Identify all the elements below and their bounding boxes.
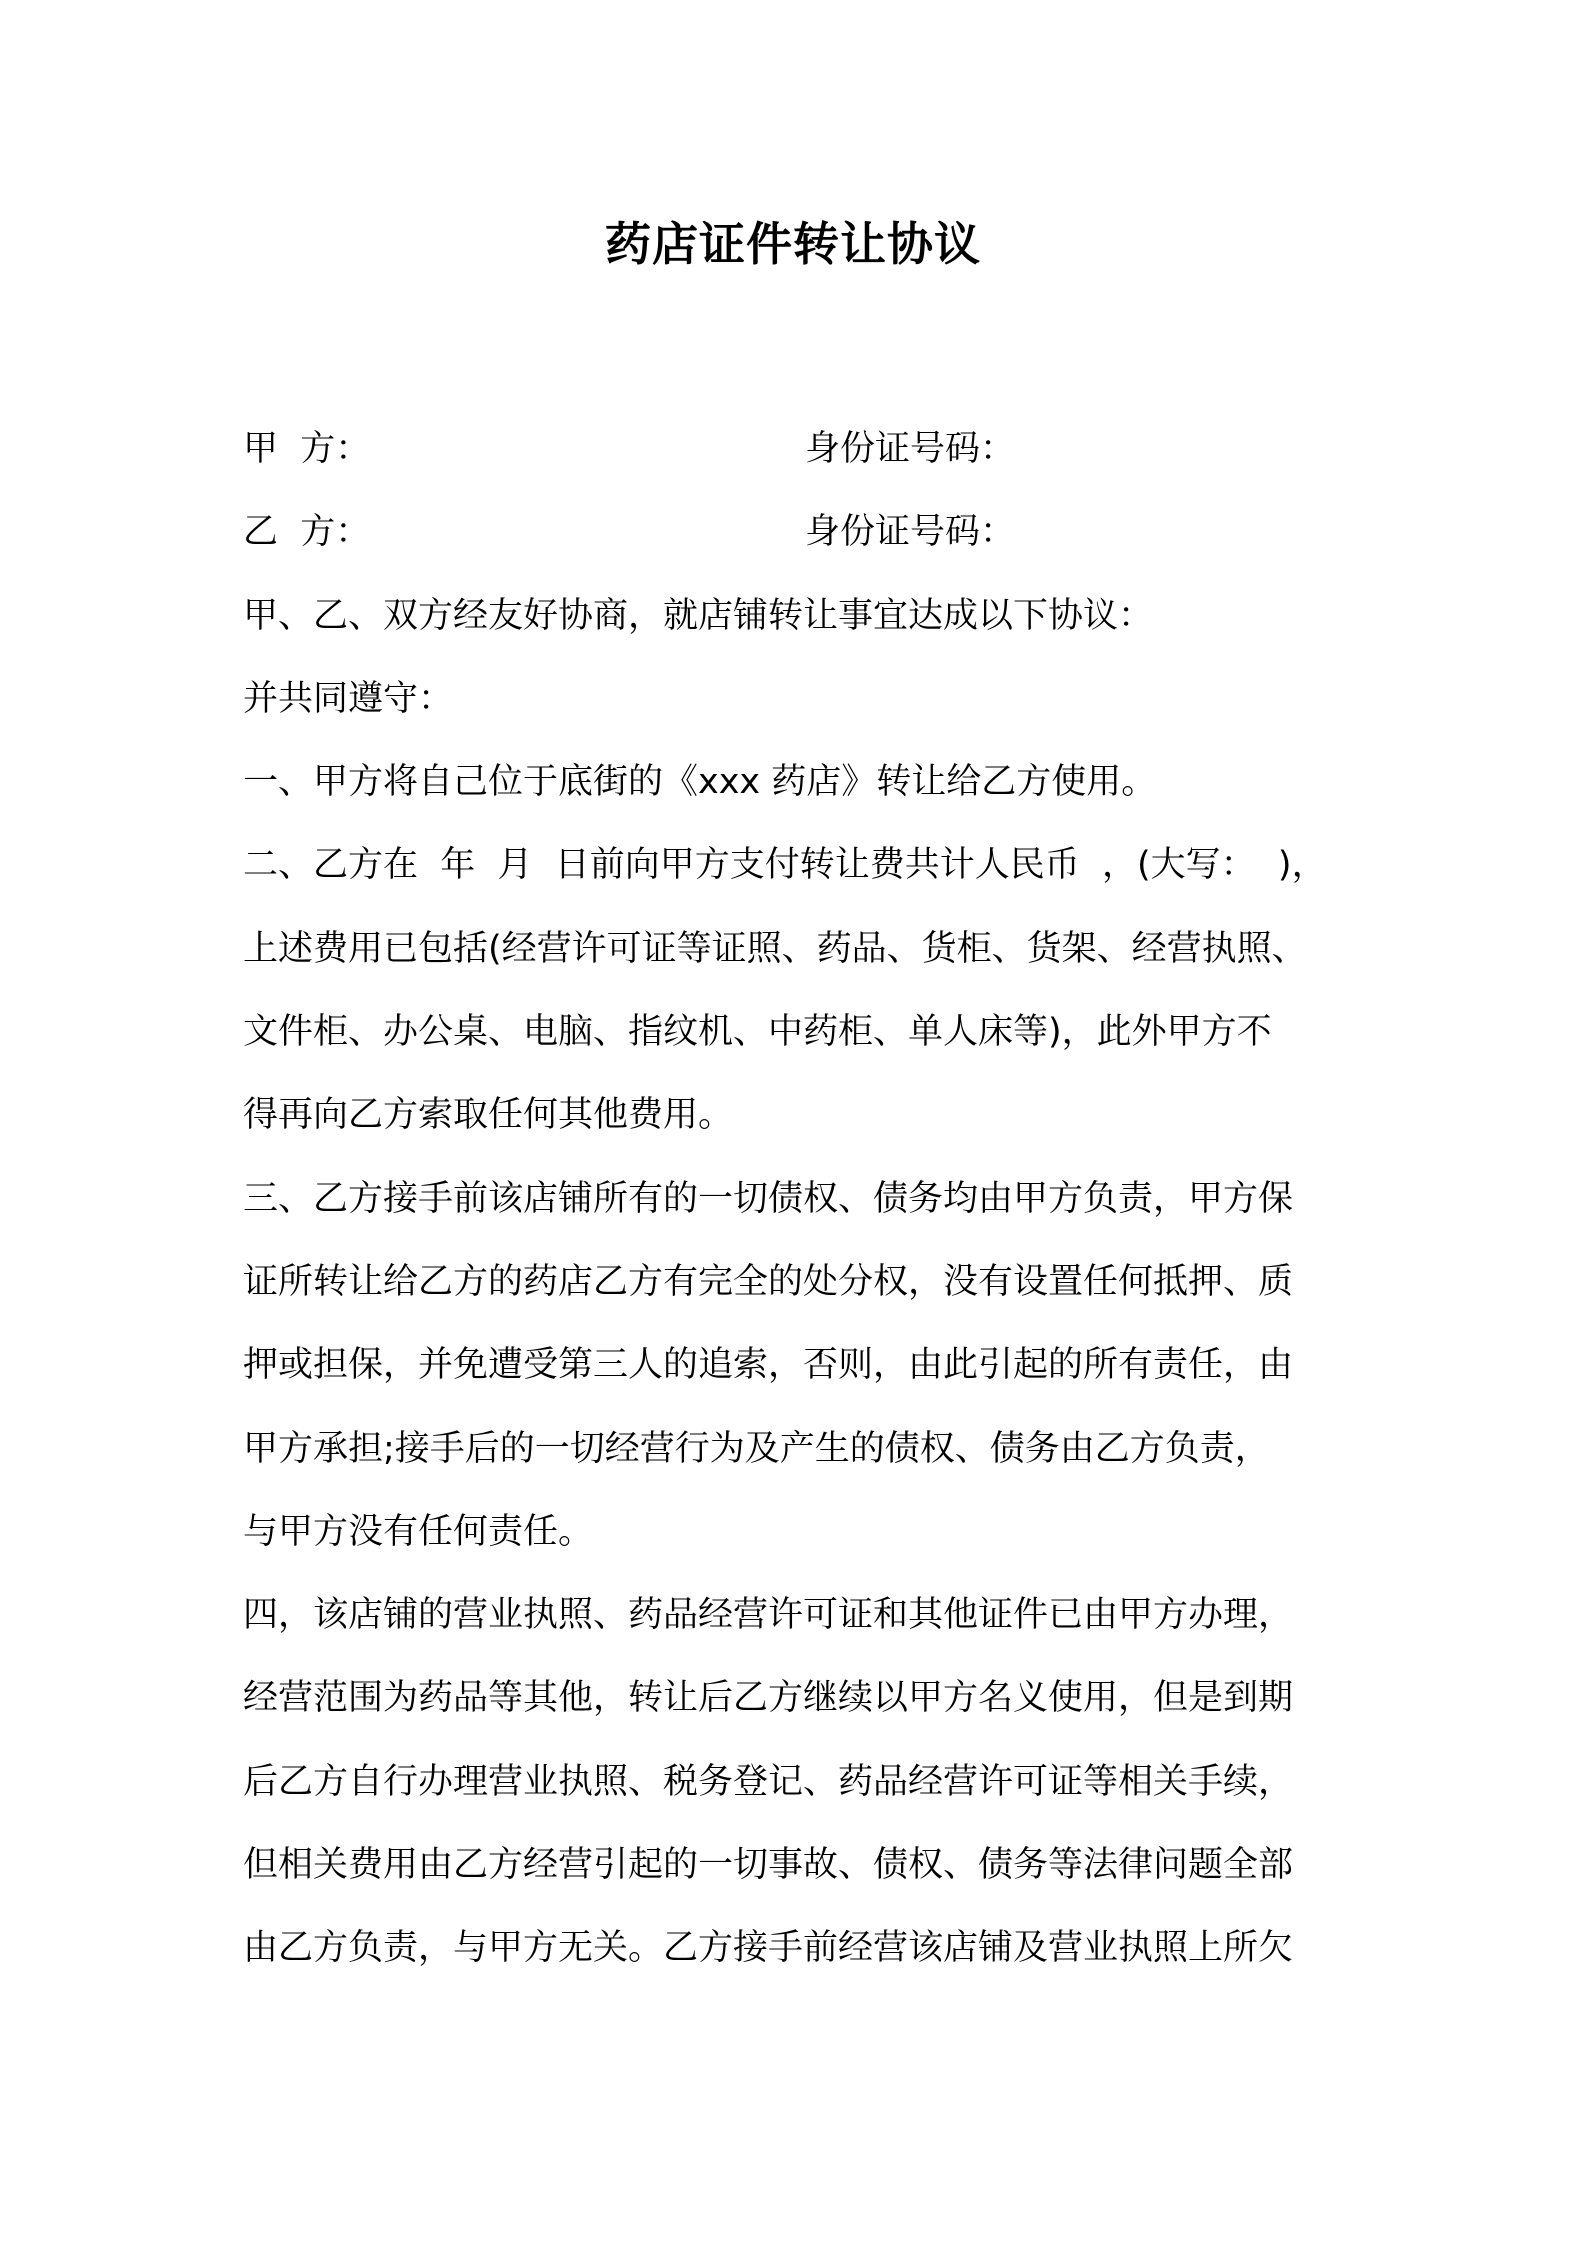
- paragraph-line: 并共同遵守：: [243, 678, 454, 719]
- party-a-id-label: 身份证号码：: [805, 429, 1016, 469]
- party-b-row: [243, 491, 1373, 574]
- paragraph-line: 三、乙方接手前该店铺所有的一切债权、债务均由甲方负责，甲方保: [243, 1178, 1294, 1219]
- paragraph-line: 二、乙方在 年 月 日前向甲方支付转让费共计人民币 ，(大写： )，: [243, 845, 1327, 886]
- paragraph-line: 甲、乙、双方经友好协商，就店铺转让事宜达成以下协议：: [243, 595, 1154, 636]
- paragraph-line: 经营范围为药品等其他，转让后乙方继续以甲方名义使用，但是到期: [243, 1678, 1294, 1719]
- paragraph-line: 后乙方自行办理营业执照、税务登记、药品经营许可证等相关手续，: [243, 1761, 1294, 1802]
- paragraph-line: 一、甲方将自己位于底街的《xxx 药店》转让给乙方使用。: [243, 762, 1157, 803]
- document-body: [243, 408, 1373, 1991]
- paragraph-line: 甲方承担;接手后的一切经营行为及产生的债权、债务由乙方负责，: [243, 1428, 1270, 1469]
- document-title: 药店证件转让协议: [605, 217, 981, 271]
- paragraph-line: 证所转让给乙方的药店乙方有完全的处分权，没有设置任何抵押、质: [243, 1261, 1294, 1302]
- paragraph-line: 上述费用已包括(经营许可证等证照、药品、货柜、货架、经营执照、: [243, 928, 1307, 969]
- party-a-row: [243, 408, 1373, 491]
- paragraph-line: 押或担保，并免遭受第三人的追索，否则，由此引起的所有责任，由: [243, 1345, 1294, 1386]
- paragraph-line: 由乙方负责，与甲方无关。乙方接手前经营该店铺及营业执照上所欠: [243, 1928, 1294, 1969]
- paragraph-line: 文件柜、办公桌、电脑、指纹机、中药柜、单人床等)，此外甲方不: [243, 1012, 1272, 1053]
- paragraph-line: 四，该店铺的营业执照、药品经营许可证和其他证件已由甲方办理，: [243, 1595, 1294, 1636]
- paragraph-line: 但相关费用由乙方经营引起的一切事故、债权、债务等法律问题全部: [243, 1845, 1294, 1886]
- party-a-label: 甲 方：: [243, 429, 371, 469]
- paragraph-line: 得再向乙方索取任何其他费用。: [243, 1095, 734, 1136]
- party-b-label: 乙 方：: [243, 512, 371, 553]
- party-b-id-label: 身份证号码：: [805, 512, 1016, 553]
- paragraph-line: 与甲方没有任何责任。: [243, 1511, 594, 1552]
